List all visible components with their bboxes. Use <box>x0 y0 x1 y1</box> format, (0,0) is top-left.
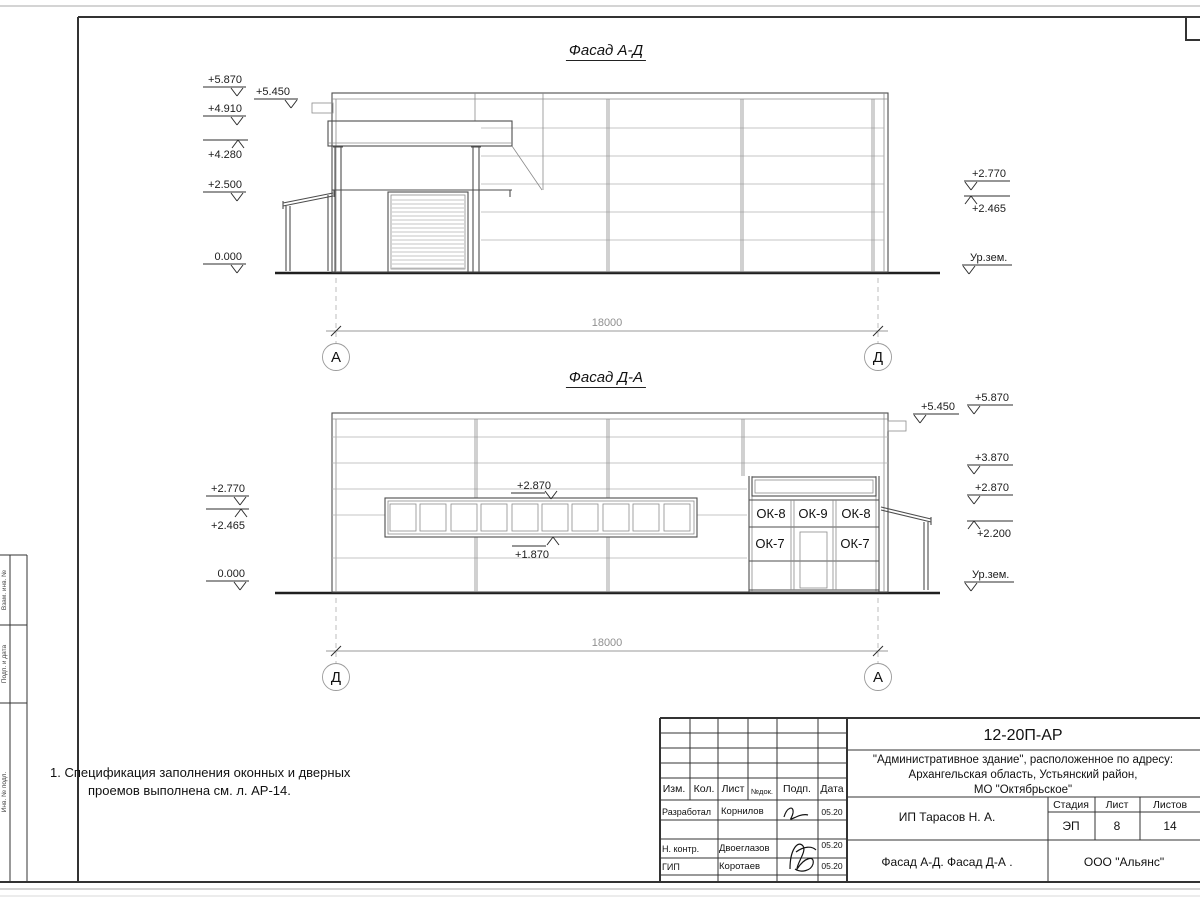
level-mark: 0.000 <box>214 251 242 263</box>
level-mark: +5.450 <box>256 86 290 98</box>
side-stamp <box>0 555 27 882</box>
sheets-total: 14 <box>1163 819 1177 833</box>
row-name: Коротаев <box>719 861 761 872</box>
note-line-2: проемов выполнена см. л. АР-14. <box>88 783 291 798</box>
side-stamp-podp-label: Подп. и дата <box>1 644 8 684</box>
dimension-value: 18000 <box>591 317 623 329</box>
level-mark: +1.870 <box>515 549 549 561</box>
window-label: ОК-7 <box>840 536 870 551</box>
row-role: ГИП <box>662 862 680 872</box>
side-stamp-inv-label: Инв. № подл. <box>1 771 8 813</box>
facade-da-window-labels <box>755 506 870 551</box>
facade-ad-drawing <box>275 93 940 273</box>
facade-da-dimension <box>323 598 892 691</box>
col-header-kol: Кол. <box>693 783 715 795</box>
project-address-line-3: МО "Октябрьское" <box>973 784 1073 796</box>
dimension-value: 18000 <box>591 637 623 649</box>
facade-ad-dimension <box>323 278 892 371</box>
row-date: 05.20 <box>821 861 843 871</box>
level-mark: +4.910 <box>208 103 242 115</box>
row-date: 05.20 <box>821 807 843 817</box>
axis-bubble-label: А <box>872 669 884 686</box>
level-mark: +2.770 <box>211 483 245 495</box>
axis-bubble-label: Д <box>330 669 342 686</box>
window-label: ОК-8 <box>756 506 786 521</box>
facade-ad-title: Фасад А-Д <box>566 42 646 59</box>
facade-da-drawing <box>275 413 940 593</box>
company-name: ООО "Альянс" <box>1083 855 1165 869</box>
row-role: Разработал <box>662 807 711 817</box>
col-header-ndok: №док. <box>751 787 773 796</box>
sheet-number: 8 <box>1113 819 1121 833</box>
sheet-title: Фасад А-Д. Фасад Д-А . <box>881 855 1013 869</box>
col-header-data: Дата <box>820 783 844 795</box>
level-mark: +2.770 <box>972 168 1006 180</box>
stage-label: Стадия <box>1053 799 1089 811</box>
ground-level-label: Ур.зем. <box>972 569 1010 581</box>
level-mark: +2.465 <box>211 520 245 532</box>
project-address-line-2: Архангельская область, Устьянский район, <box>908 769 1138 781</box>
level-mark: +2.200 <box>977 528 1011 540</box>
level-mark: +2.870 <box>517 480 551 492</box>
col-header-izm: Изм. <box>662 783 686 795</box>
level-mark: 0.000 <box>217 568 245 580</box>
col-header-podp: Подп. <box>783 783 811 795</box>
sheet-label: Лист <box>1105 799 1129 811</box>
row-name: Корнилов <box>721 806 764 817</box>
note-line-1: 1. Спецификация заполнения оконных и дверных <box>50 765 351 780</box>
doc-code: 12-20П-АР <box>983 727 1063 744</box>
window-label: ОК-7 <box>755 536 785 551</box>
signatures <box>784 808 816 871</box>
axis-bubble-label: А <box>330 349 342 366</box>
stage-value: ЭП <box>1062 819 1080 833</box>
window-label: ОК-8 <box>841 506 871 521</box>
level-mark: +2.500 <box>208 179 242 191</box>
project-address-line-1: "Административное здание", расположенное по адресу: <box>872 754 1174 766</box>
ribbon-windows <box>390 504 690 531</box>
storefront-glazing <box>749 476 879 592</box>
col-header-list: Лист <box>721 783 745 795</box>
ground-level-label: Ур.зем. <box>970 252 1008 264</box>
row-role: Н. контр. <box>662 844 700 854</box>
side-stamp-vzam-label: Взам. инв. № <box>1 569 8 611</box>
level-mark: +3.870 <box>975 452 1009 464</box>
corner-stamp-box <box>1186 17 1200 40</box>
level-mark: +5.870 <box>208 74 242 86</box>
row-date: 05.20 <box>821 840 843 850</box>
client-name: ИП Тарасов Н. А. <box>898 810 996 824</box>
level-mark: +4.280 <box>208 149 242 161</box>
axis-bubble-label: Д <box>872 349 884 366</box>
facade-da-level-marks <box>206 392 1014 591</box>
row-name: Двоеглазов <box>719 843 770 854</box>
level-mark: +2.465 <box>972 203 1006 215</box>
facade-ad-level-marks <box>203 74 1012 274</box>
level-mark: +5.450 <box>921 401 955 413</box>
level-mark: +2.870 <box>975 482 1009 494</box>
level-mark: +5.870 <box>975 392 1009 404</box>
facade-da-title: Фасад Д-А <box>566 369 646 386</box>
window-label: ОК-9 <box>798 506 828 521</box>
sheets-label: Листов <box>1152 799 1188 811</box>
signature-scribble <box>784 808 808 819</box>
